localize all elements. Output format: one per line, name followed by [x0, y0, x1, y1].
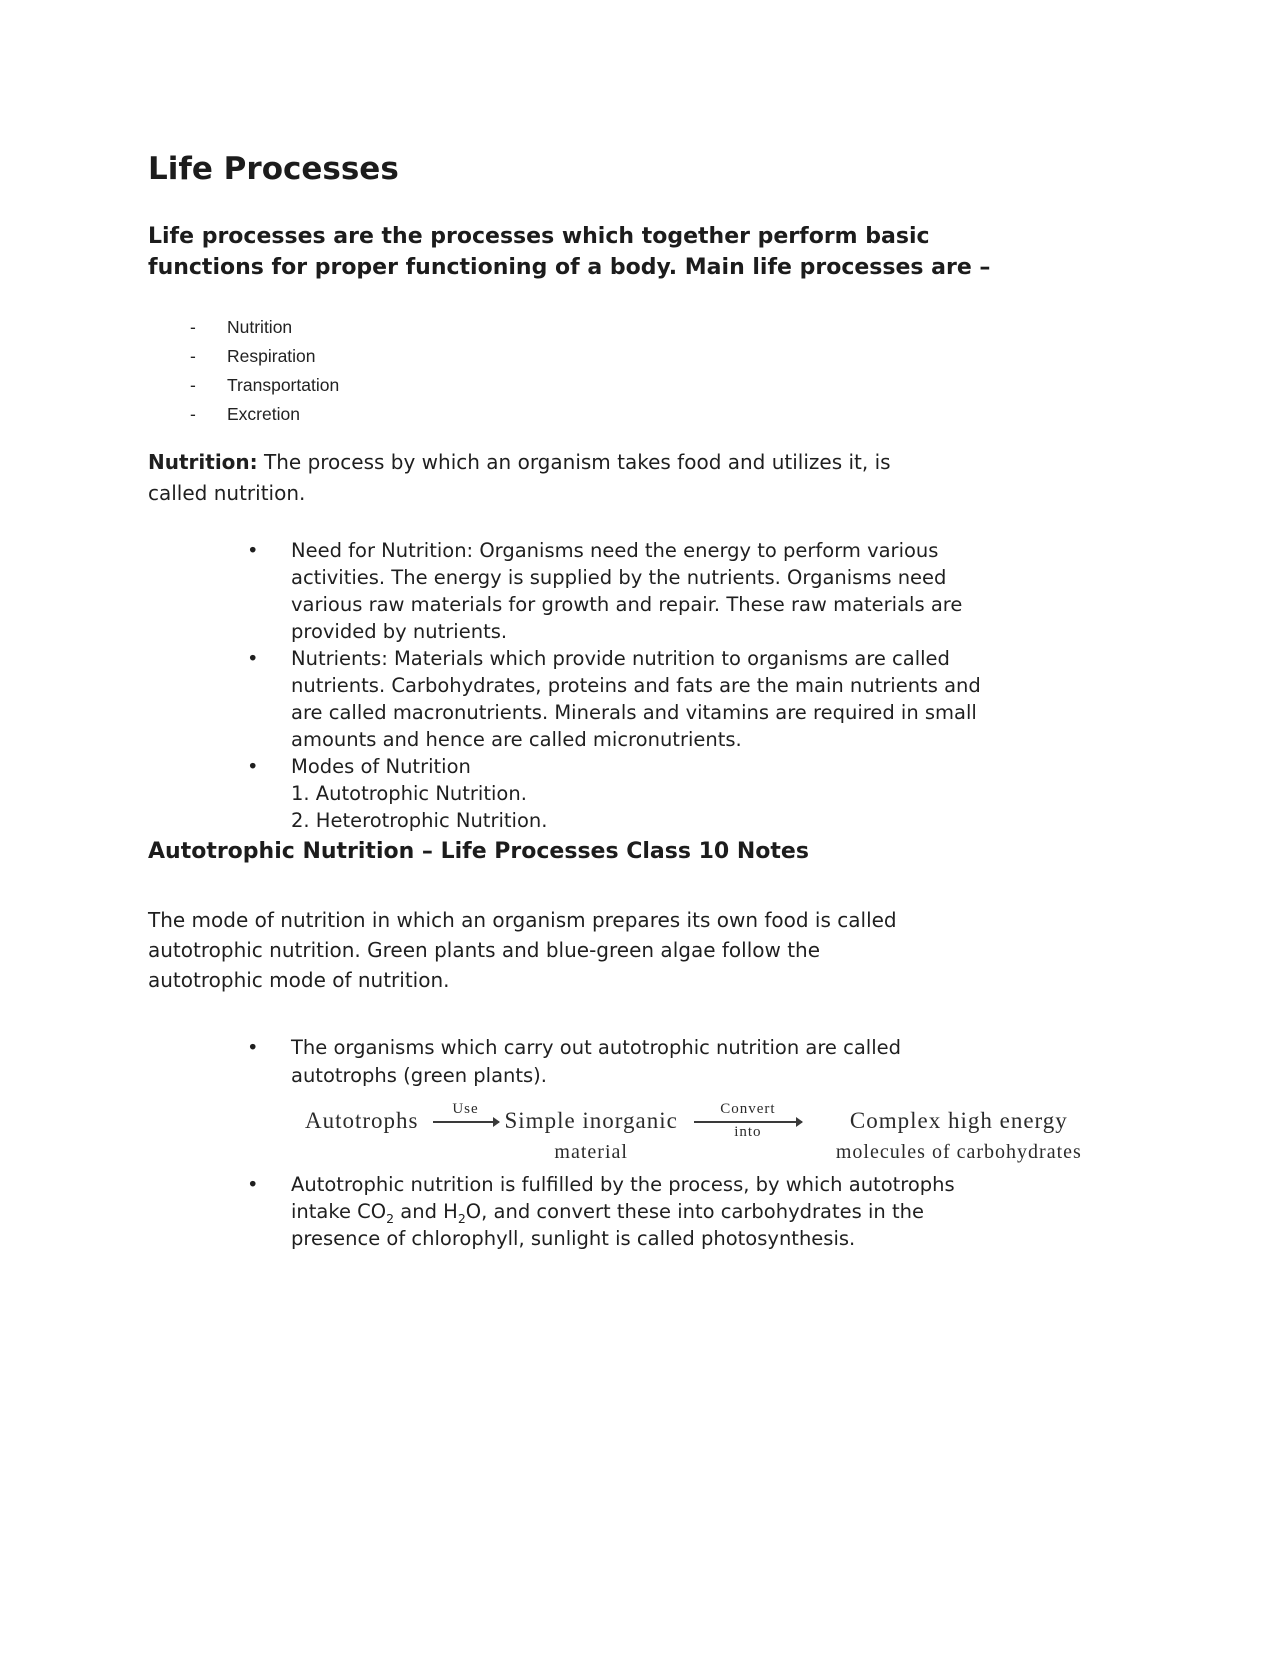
- bullet-lead: Nutrients:: [291, 647, 388, 670]
- diagram-start-term: Autotrophs: [305, 1108, 419, 1133]
- h2o-subscript: 2: [457, 1210, 466, 1226]
- bullet-text-line: 2. Heterotrophic Nutrition.: [291, 809, 548, 832]
- bullet-text-line: activities. The energy is supplied by the nutrients. Organisms need: [291, 566, 947, 589]
- dash-marker: -: [190, 375, 196, 395]
- definition-lead: Nutrition:: [148, 450, 258, 474]
- bullet-text-line: 1. Autotrophic Nutrition.: [291, 782, 527, 805]
- bullet-text: intake CO: [291, 1200, 387, 1223]
- bullet-text-line: are called macronutrients. Minerals and vitamins are required in small: [291, 701, 977, 724]
- bullet-text: and H: [394, 1200, 458, 1223]
- bullet-text-line: presence of chlorophyll, sunlight is called photosynthesis.: [291, 1227, 856, 1250]
- co2-subscript: 2: [386, 1210, 395, 1226]
- intro-line: Life processes are the processes which together perform basic: [148, 224, 930, 249]
- bullet-text: O, and convert these into carbohydrates in the: [465, 1200, 924, 1223]
- dash-marker: -: [190, 346, 196, 366]
- bullet-text-line: autotrophs (green plants).: [291, 1064, 547, 1087]
- life-processes-list: [148, 313, 1150, 429]
- bullet-text-line: [291, 537, 1150, 564]
- page-title: Life Processes: [148, 151, 399, 187]
- bullet-item: [148, 537, 1150, 645]
- list-item-label: Excretion: [227, 404, 300, 424]
- photosynthesis-bullet-list: [148, 1171, 1150, 1252]
- bullet-marker: •: [247, 1036, 259, 1059]
- bullet-text-line: nutrients. Carbohydrates, proteins and fats are the main nutrients and: [291, 674, 981, 697]
- dash-marker: -: [190, 317, 196, 337]
- nutrition-bullet-list: [148, 537, 1150, 834]
- arrow-label-convert: Convert: [720, 1101, 776, 1117]
- diagram-middle-line1: Simple inorganic: [504, 1108, 678, 1133]
- use-arrow-group: [433, 1098, 499, 1123]
- bullet-text-line: amounts and hence are called micronutrients.: [291, 728, 742, 751]
- diagram-middle-term: [505, 1098, 678, 1163]
- right-arrow-icon: [433, 1121, 499, 1123]
- bullet-item: [148, 645, 1150, 753]
- bullet-lead: Need for Nutrition:: [291, 539, 474, 562]
- bullet-marker: •: [247, 539, 259, 562]
- bullet-item: [148, 1034, 1150, 1090]
- list-item-label: Nutrition: [227, 317, 293, 337]
- list-item: [148, 371, 1150, 400]
- nutrition-definition: [148, 447, 1150, 509]
- bullet-marker: •: [247, 1173, 259, 1196]
- diagram-end-line2: molecules of carbohydrates: [835, 1141, 1082, 1163]
- bullet-text-line: The organisms which carry out autotrophic nutrition are called: [291, 1036, 902, 1059]
- autotrophs-bullet-list: [148, 1034, 1150, 1090]
- bullet-text: Materials which provide nutrition to organisms are called: [387, 647, 950, 670]
- diagram-middle-line2: material: [554, 1141, 628, 1163]
- bullet-text-line: [291, 1198, 1150, 1225]
- autotrophs-diagram: [305, 1098, 1150, 1163]
- list-item: [148, 342, 1150, 371]
- definition-text: The process by which an organism takes food and utilizes it, is: [257, 450, 891, 474]
- list-item-label: Respiration: [227, 346, 316, 366]
- paragraph-line: autotrophic mode of nutrition.: [148, 968, 450, 992]
- arrow-label-use: Use: [452, 1101, 479, 1117]
- definition-line: called nutrition.: [148, 481, 306, 505]
- list-item-label: Transportation: [227, 375, 340, 395]
- diagram-end-term: [836, 1098, 1082, 1163]
- bullet-item: [148, 1171, 1150, 1252]
- bullet-text-line: provided by nutrients.: [291, 620, 508, 643]
- intro-line: functions for proper functioning of a body. Main life processes are –: [148, 255, 991, 280]
- bullet-text-line: Autotrophic nutrition is fulfilled by the process, by which autotrophs: [291, 1173, 955, 1196]
- convert-arrow-group: [694, 1098, 802, 1141]
- list-item: [148, 313, 1150, 342]
- diagram-end-line1: Complex high energy: [849, 1108, 1068, 1133]
- paragraph-line: autotrophic nutrition. Green plants and blue-green algae follow the: [148, 938, 821, 962]
- bullet-text-line: [291, 645, 1150, 672]
- autotrophic-paragraph: [148, 905, 1150, 995]
- definition-line: [148, 447, 1150, 478]
- bullet-marker: •: [247, 647, 259, 670]
- intro-paragraph: [148, 221, 1150, 283]
- bullet-item: [148, 753, 1150, 834]
- section-heading: Autotrophic Nutrition – Life Processes Class 10 Notes: [148, 839, 809, 864]
- right-arrow-icon: [694, 1121, 802, 1123]
- bullet-lead: Modes of Nutrition: [291, 755, 471, 778]
- bullet-text-line: various raw materials for growth and repair. These raw materials are: [291, 593, 963, 616]
- bullet-text: Organisms need the energy to perform various: [473, 539, 939, 562]
- dash-marker: -: [190, 404, 196, 424]
- list-item: [148, 400, 1150, 429]
- arrow-label-into: into: [734, 1124, 762, 1140]
- paragraph-line: The mode of nutrition in which an organism prepares its own food is called: [148, 908, 897, 932]
- bullet-marker: •: [247, 755, 259, 778]
